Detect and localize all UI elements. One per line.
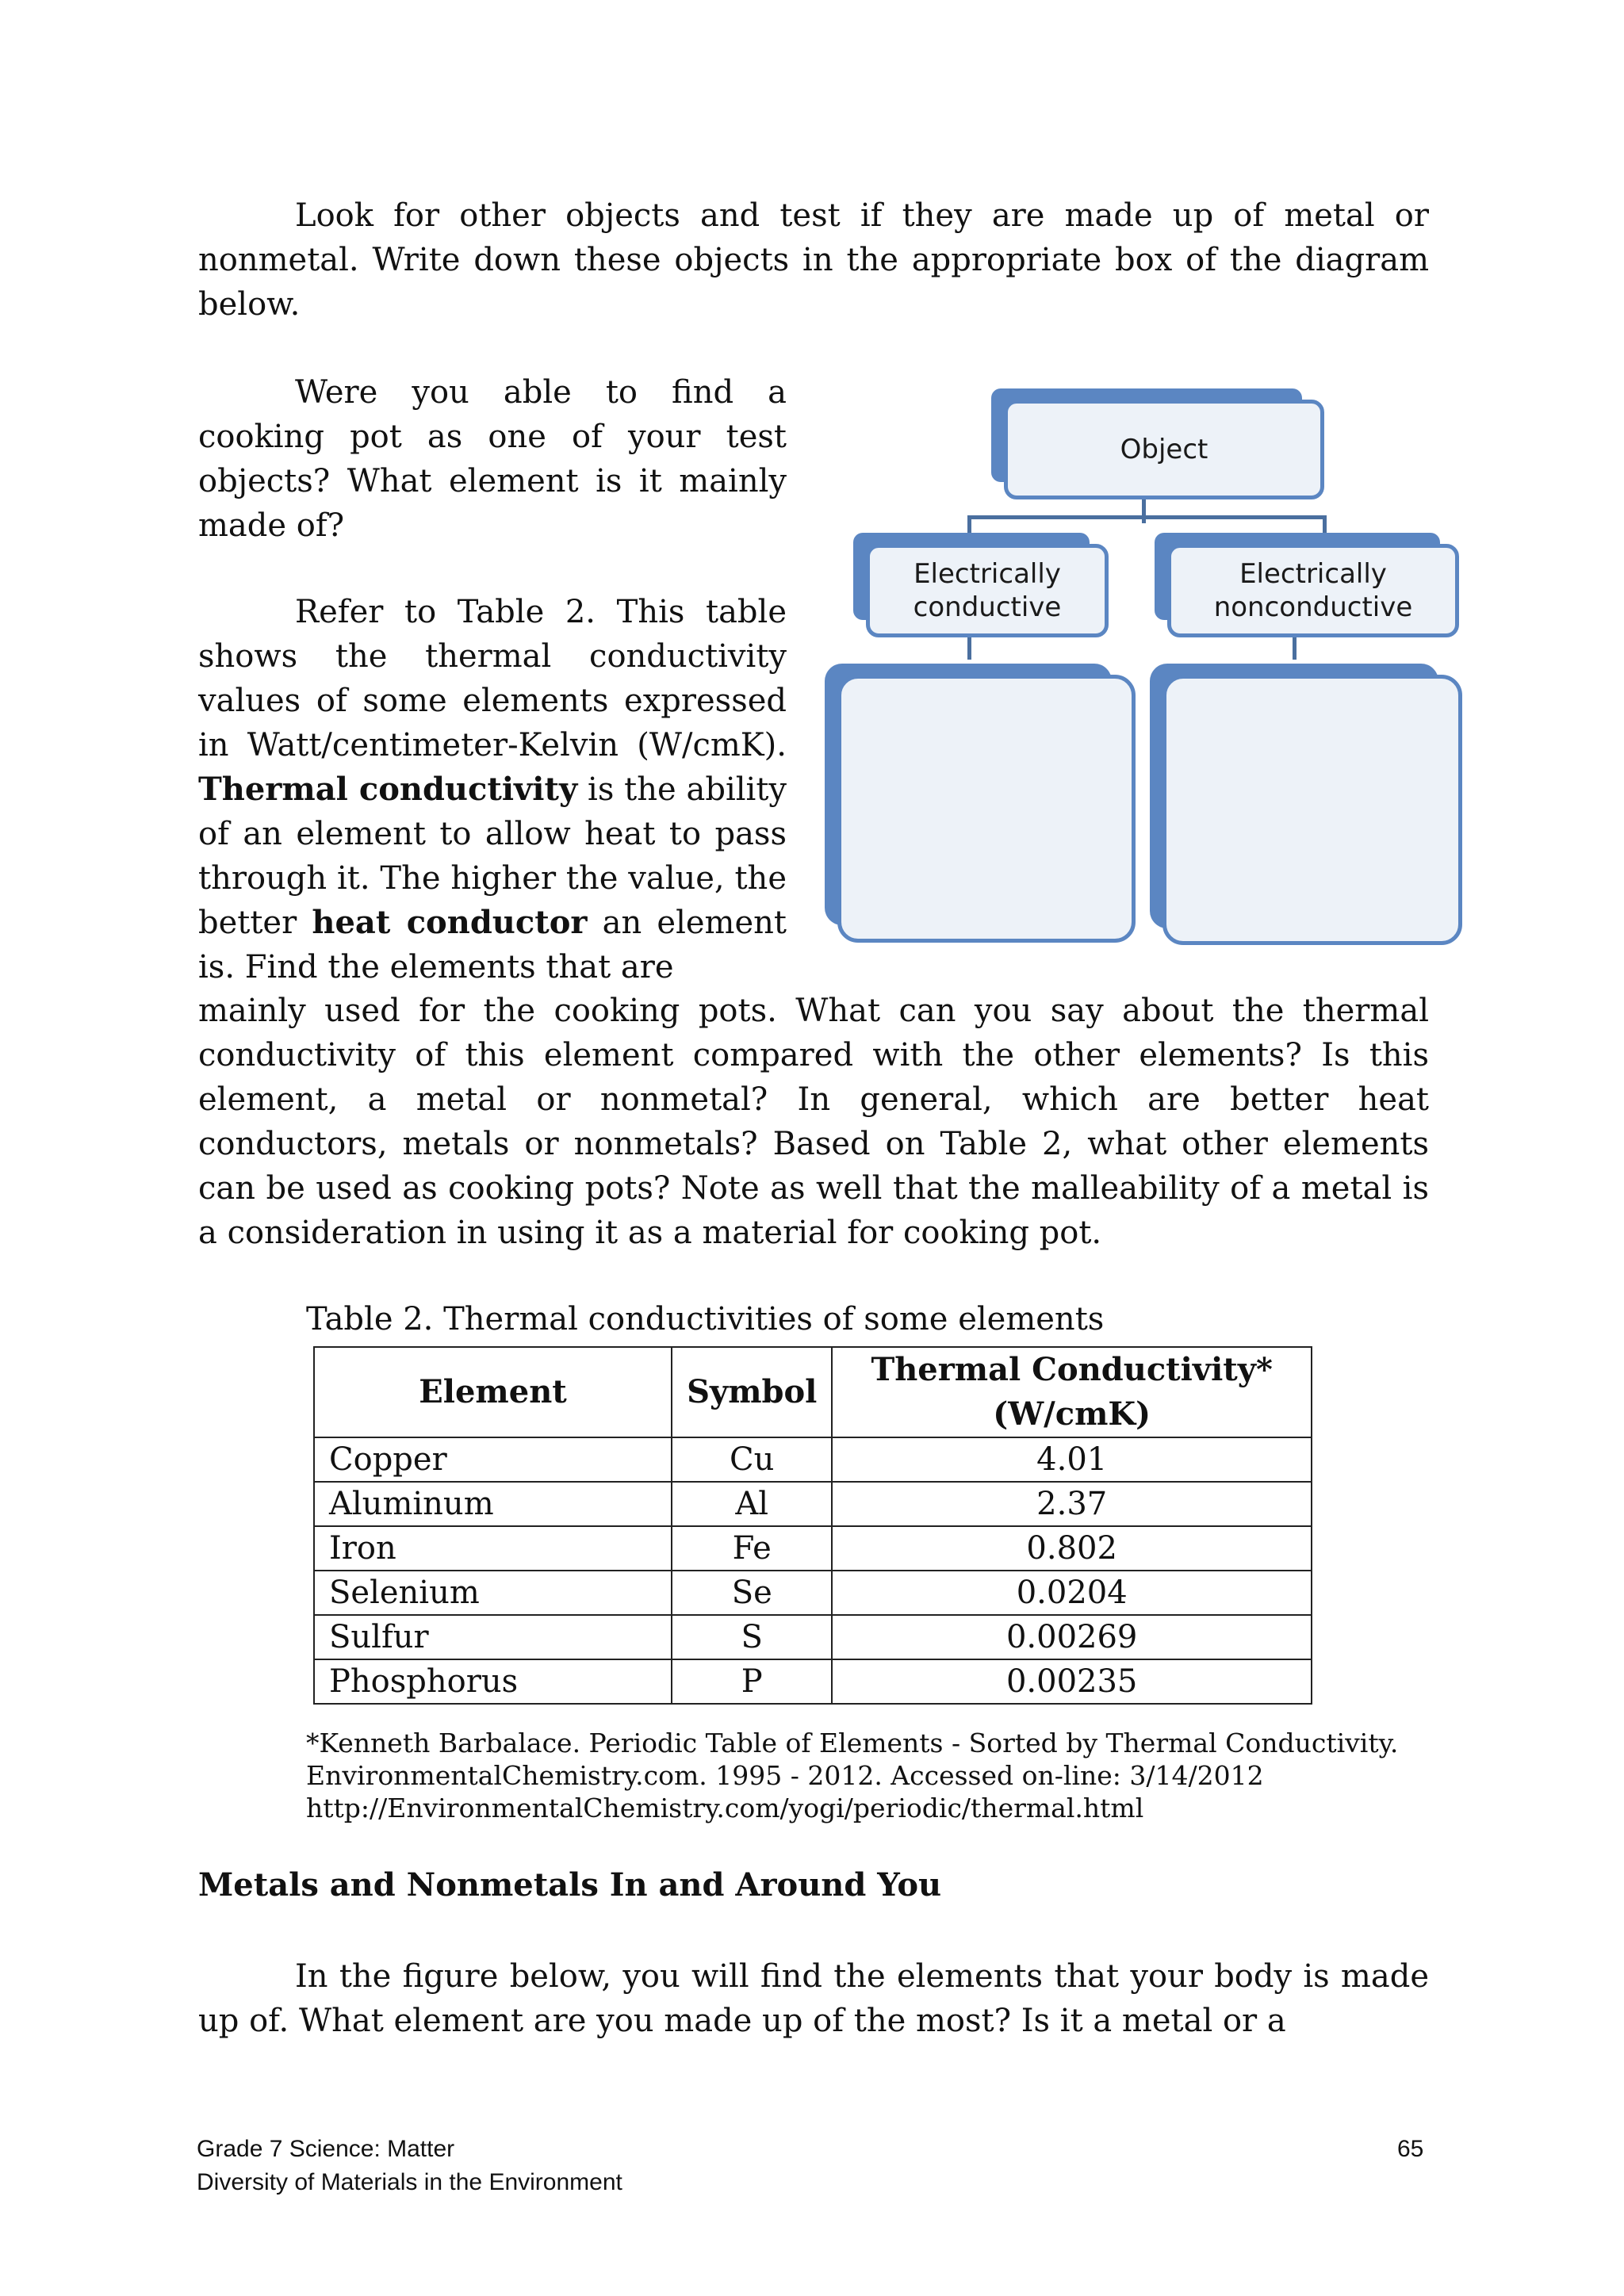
paragraph-text: In the figure below, you will find the elements that your body is made up of. What element are you made up of the most? Is it a metal or a [198,1958,1429,2039]
table-reference [306,1727,1398,1824]
cell-value: 0.00269 [832,1615,1312,1659]
cell-symbol: Cu [672,1437,832,1482]
table-row [314,1659,1312,1704]
table-row [314,1571,1312,1615]
footer-line: Diversity of Materials in the Environment [197,2169,622,2195]
header-element: Element [314,1347,672,1437]
table-header-row [314,1347,1312,1437]
cell-element: Selenium [314,1571,672,1615]
table-row [314,1615,1312,1659]
table-row [314,1437,1312,1482]
object-box [991,388,1324,499]
nonconductive-box [1155,533,1459,637]
cell-value: 0.802 [832,1526,1312,1571]
cell-value: 2.37 [832,1482,1312,1526]
cell-element: Aluminum [314,1482,672,1526]
connector-line [967,515,1327,519]
paragraph-text: mainly used for the cooking pots. What can you say about the thermal conductivity of this element compared with the other elements? Is this element, a metal or nonmetal? In general, which are better heat conductors, metals or nonmetals? Based on Table 2, what other elements can be used as cooking pots? Note as well that the malleability of a metal is a consideration in using it as a material for cooking pot. [198,993,1429,1251]
conductive-answer-box [825,664,1136,943]
reference-line: EnvironmentalChemistry.com. 1995 - 2012. Accessed on-line: 3/14/2012 [306,1760,1264,1791]
paragraph-text: an element is. Find the elements that are [198,905,787,985]
cell-symbol: S [672,1615,832,1659]
paragraph-cooking-pot-discussion [198,989,1429,1255]
conductive-box [853,533,1109,637]
connector-line [967,634,971,660]
reference-line: *Kenneth Barbalace. Periodic Table of Elements - Sorted by Thermal Conductivity. [306,1728,1399,1758]
footer-line: Grade 7 Science: Matter [197,2136,455,2162]
nonconductive-answer-box [1150,664,1462,945]
table-caption: Table 2. Thermal conductivities of some elements [306,1301,1105,1337]
connector-line [1142,498,1146,523]
nonconductive-label: Electrically nonconductive [1167,544,1459,637]
term-heat-conductor: heat conductor [312,904,588,941]
header-thermal-conductivity: Thermal Conductivity* (W/cmK) [832,1347,1312,1437]
paragraph-cooking-pot-question [198,370,787,548]
term-thermal-conductivity: Thermal conductivity [198,771,578,808]
cell-value: 4.01 [832,1437,1312,1482]
connector-line [1293,634,1297,660]
cell-element: Iron [314,1526,672,1571]
thermal-conductivity-table [313,1346,1312,1705]
object-label: Object [1004,400,1324,499]
table-row [314,1526,1312,1571]
paragraph-body-elements [198,1954,1429,2043]
cell-element: Sulfur [314,1615,672,1659]
footer-course [197,2133,622,2199]
cell-element: Copper [314,1437,672,1482]
table-row [314,1482,1312,1526]
paragraph-text: Refer to Table 2. This table shows the thermal conductivity values of some elements expressed in Watt/centimeter-Kelvin (W/cmK). [198,594,787,763]
cell-symbol: P [672,1659,832,1704]
paragraph-text: Were you able to find a cooking pot as one of your test objects? What element is it mainly made of? [198,374,787,544]
paragraph-text: Look for other objects and test if they are made up of metal or nonmetal. Write down these objects in the appropriate box of the diagram below. [198,197,1429,323]
cell-element: Phosphorus [314,1659,672,1704]
reference-url: http://EnvironmentalChemistry.com/yogi/periodic/thermal.html [306,1793,1144,1823]
paragraph-text: is the ability of an element to allow heat to pass through it. The higher the value, the better [198,771,787,941]
page-number: 65 [1397,2136,1424,2162]
paragraph-table-intro [198,590,787,989]
cell-symbol: Se [672,1571,832,1615]
conductive-label: Electrically conductive [866,544,1109,637]
cell-symbol: Al [672,1482,832,1526]
header-symbol: Symbol [672,1347,832,1437]
paragraph-instructions [198,193,1429,327]
classification-diagram [825,388,1467,959]
cell-value: 0.0204 [832,1571,1312,1615]
cell-value: 0.00235 [832,1659,1312,1704]
section-heading: Metals and Nonmetals In and Around You [198,1866,942,1904]
cell-symbol: Fe [672,1526,832,1571]
